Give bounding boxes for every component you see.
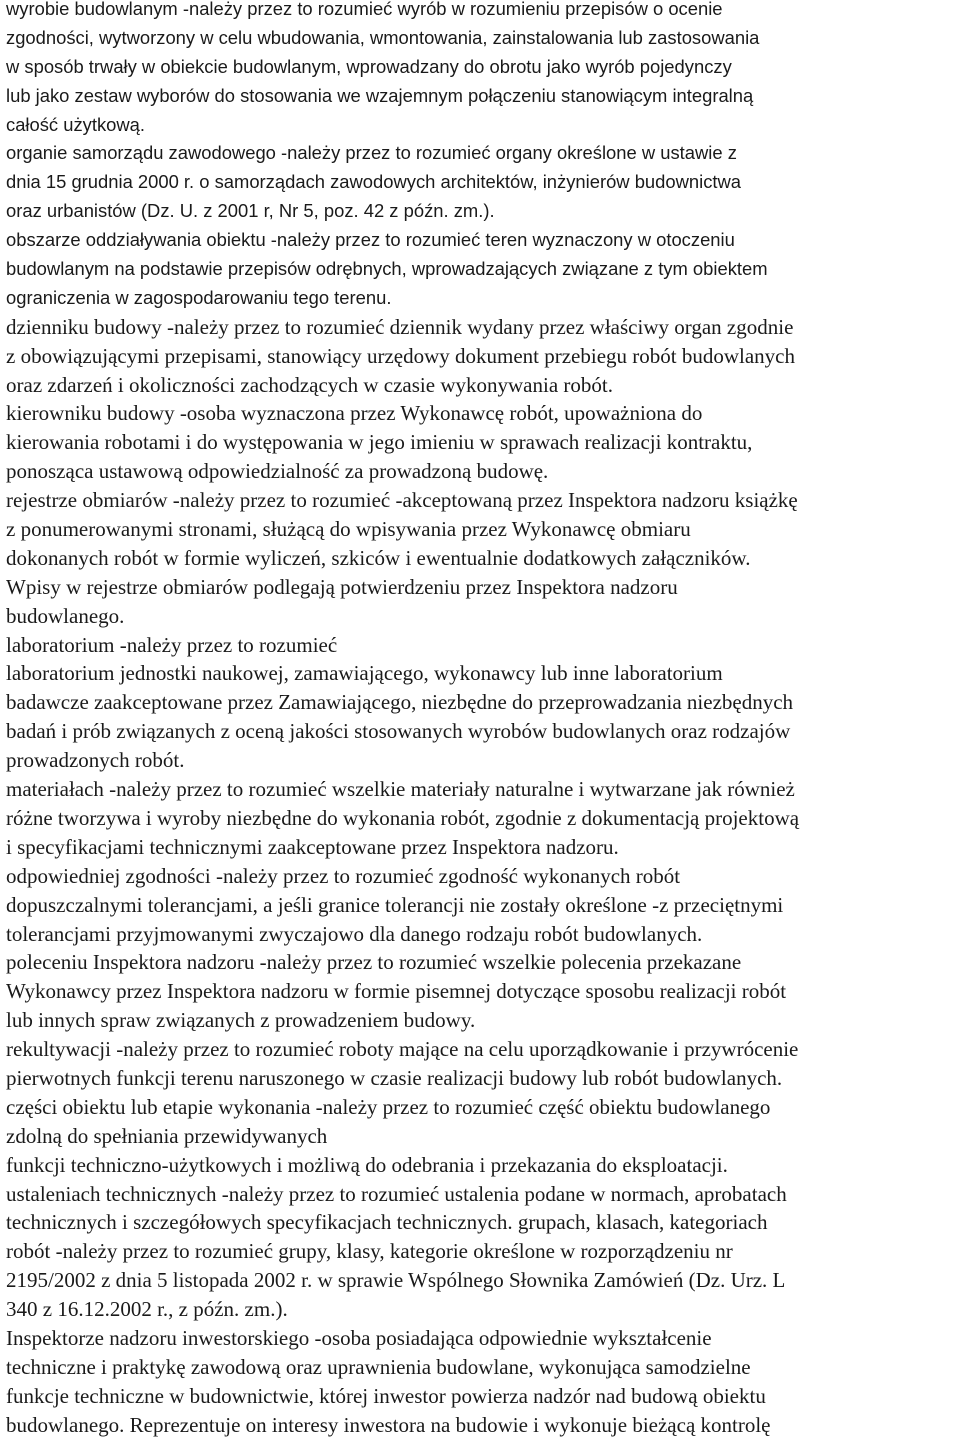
text-line: budowlanego. xyxy=(6,603,125,628)
text-line: oraz zdarzeń i okoliczności zachodzących w czasie wykonywania robót. xyxy=(6,372,613,397)
text-line: ponosząca ustawową odpowiedzialność za prowadzoną budowę. xyxy=(6,459,549,484)
text-line: Wpisy w rejestrze obmiarów podlegają potwierdzeniu przez Inspektora nadzoru xyxy=(6,574,678,599)
text-line: rekultywacji -należy przez to rozumieć roboty mające na celu uporządkowanie i przywrócenie xyxy=(6,1037,799,1062)
text-line: badawcze zaakceptowane przez Zamawiającego, niezbędne do przeprowadzania niezbędnych xyxy=(6,690,794,715)
text-line: prowadzonych robót. xyxy=(6,748,185,773)
text-line: różne tworzywa i wyroby niezbędne do wykonania robót, zgodnie z dokumentacją projektową xyxy=(6,805,800,830)
text-line: budowlanego. Reprezentuje on interesy inwestora na budowie i wykonuje bieżącą kontrolę xyxy=(6,1412,771,1437)
text-line: oraz urbanistów (Dz. U. z 2001 r, Nr 5, poz. 42 z późn. zm.). xyxy=(6,200,495,222)
text-line: funkcje techniczne w budownictwie, której inwestor powierza nadzór nad budową obiektu xyxy=(6,1383,766,1408)
text-line: Wykonawcy przez Inspektora nadzoru w formie pisemnej dotyczące sposobu realizacji robót xyxy=(6,979,787,1004)
text-line: technicznych i szczegółowych specyfikacjach technicznych. grupach, klasach, kategoriach xyxy=(6,1210,768,1235)
text-line: poleceniu Inspektora nadzoru -należy przez to rozumieć wszelkie polecenia przekazane xyxy=(6,950,742,975)
text-line: ustaleniach technicznych -należy przez to rozumieć ustalenia podane w normach, aprobatach xyxy=(6,1181,787,1206)
text-line: budowlanym na podstawie przepisów odrębnych, wprowadzających związane z tym obiektem xyxy=(6,258,768,280)
text-line: z ponumerowanymi stronami, służącą do wpisywania przez Wykonawcę obmiaru xyxy=(6,517,691,542)
text-line: funkcji techniczno-użytkowych i możliwą do odebrania i przekazania do eksploatacji. xyxy=(6,1152,728,1177)
text-line: części obiektu lub etapie wykonania -należy przez to rozumieć część obiektu budowlanego xyxy=(6,1094,771,1119)
text-line: dopuszczalnymi tolerancjami, a jeśli granice tolerancji nie zostały określone -z przeciętnymi xyxy=(6,892,784,917)
text-line: 340 z 16.12.2002 r., z późn. zm.). xyxy=(6,1297,288,1322)
text-line: tolerancjami przyjmowanymi zwyczajowo dla danego rodzaju robót budowlanych. xyxy=(6,921,703,946)
text-line: materiałach -należy przez to rozumieć wszelkie materiały naturalne i wytwarzane jak również xyxy=(6,777,795,802)
text-line: dokonanych robót w formie wyliczeń, szkiców i ewentualnie dodatkowych załączników. xyxy=(6,545,751,570)
text-line: kierowania robotami i do występowania w jego imieniu w sprawach realizacji kontraktu, xyxy=(6,430,753,455)
text-line: Inspektorze nadzoru inwestorskiego -osoba posiadająca odpowiednie wykształcenie xyxy=(6,1325,712,1350)
text-line: całość użytkową. xyxy=(6,113,146,135)
text-line: wyrobie budowlanym -należy przez to rozumieć wyrób w rozumieniu przepisów o ocenie xyxy=(6,0,723,19)
text-line: laboratorium jednostki naukowej, zamawiającego, wykonawcy lub inne laboratorium xyxy=(6,661,723,686)
document-page xyxy=(6,0,956,1440)
text-line: i specyfikacjami technicznymi zaakceptowane przez Inspektora nadzoru. xyxy=(6,834,619,859)
text-line: kierowniku budowy -osoba wyznaczona przez Wykonawcę robót, upoważniona do xyxy=(6,401,703,426)
text-line: z obowiązującymi przepisami, stanowiący urzędowy dokument przebiegu robót budowlanych xyxy=(6,343,796,368)
text-line: rejestrze obmiarów -należy przez to rozumieć -akceptowaną przez Inspektora nadzoru książkę xyxy=(6,488,798,513)
text-line: w sposób trwały w obiekcie budowlanym, wprowadzany do obrotu jako wyrób pojedynczy xyxy=(6,55,732,77)
text-line: robót -należy przez to rozumieć grupy, klasy, kategorie określone w rozporządzeniu nr xyxy=(6,1239,733,1264)
text-line: zgodności, wytworzony w celu wbudowania, wmontowania, zainstalowania lub zastosowania xyxy=(6,26,760,48)
text-line: techniczne i praktykę zawodową oraz uprawnienia budowlane, wykonująca samodzielne xyxy=(6,1354,751,1379)
text-line: pierwotnych funkcji terenu naruszonego w czasie realizacji budowy lub robót budowlanych. xyxy=(6,1065,783,1090)
text-line: ograniczenia w zagospodarowaniu tego terenu. xyxy=(6,286,392,308)
text-line: obszarze oddziaływania obiektu -należy przez to rozumieć teren wyznaczony w otoczeniu xyxy=(6,229,735,251)
text-line: badań i prób związanych z oceną jakości stosowanych wyrobów budowlanych oraz rodzajów xyxy=(6,719,791,744)
text-line: zdolną do spełniania przewidywanych xyxy=(6,1123,328,1148)
text-line: lub innych spraw związanych z prowadzeniem budowy. xyxy=(6,1008,476,1033)
text-line: laboratorium -należy przez to rozumieć xyxy=(6,632,338,657)
text-line: dnia 15 grudnia 2000 r. o samorządach zawodowych architektów, inżynierów budownictwa xyxy=(6,171,742,193)
text-line: 2195/2002 z dnia 5 listopada 2002 r. w sprawie Wspólnego Słownika Zamówień (Dz. Urz. L xyxy=(6,1268,786,1293)
text-line: lub jako zestaw wyborów do stosowania we wzajemnym połączeniu stanowiącym integralną xyxy=(6,84,754,106)
text-line: organie samorządu zawodowego -należy przez to rozumieć organy określone w ustawie z xyxy=(6,142,737,164)
text-line: dzienniku budowy -należy przez to rozumieć dziennik wydany przez właściwy organ zgodnie xyxy=(6,314,794,339)
text-line: odpowiedniej zgodności -należy przez to rozumieć zgodność wykonanych robót xyxy=(6,863,681,888)
